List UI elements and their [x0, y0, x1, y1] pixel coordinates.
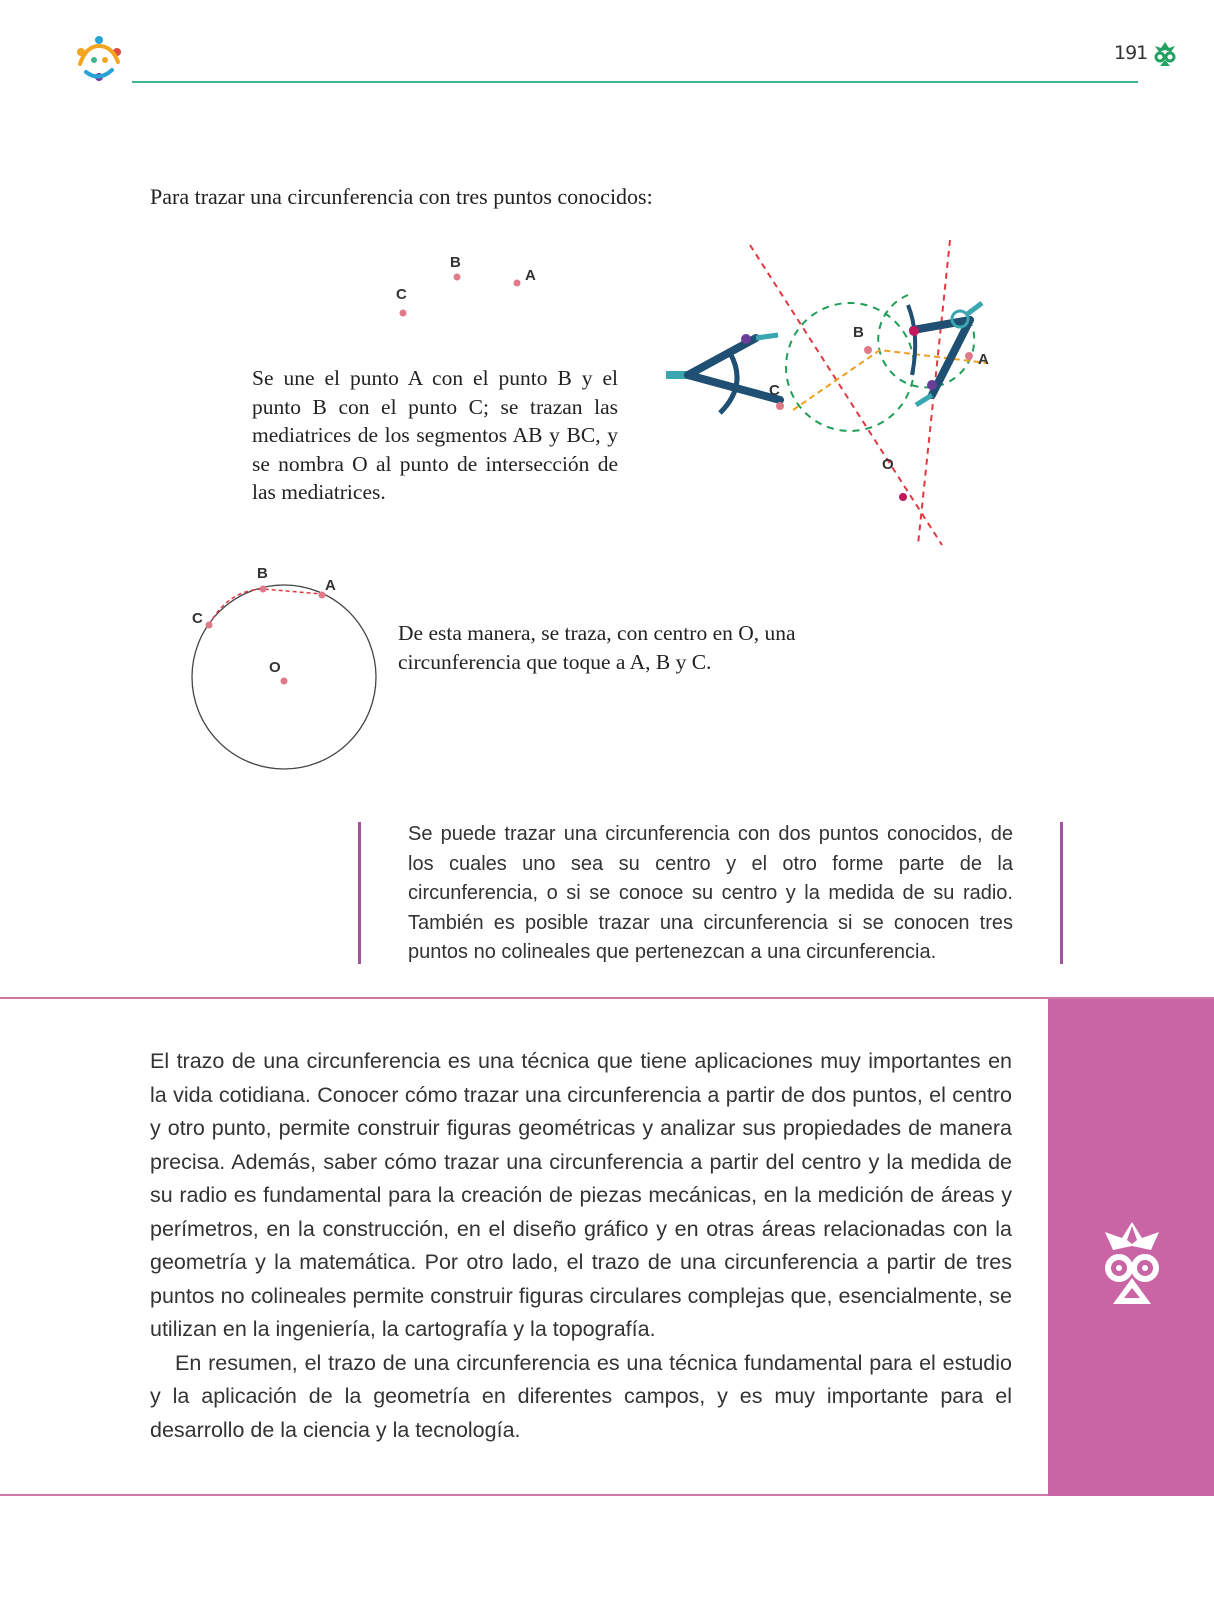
circle-result-figure: [180, 555, 390, 780]
note-text: Se puede trazar una circunferencia con dos puntos conocidos, de los cuales uno sea su centro y el otro forme parte de la circunferencia, o si se conoce su centro y la medida de su radio. También es posible trazar una circunferencia si se conocen tres puntos no colineales que pertenezcan a una circunferencia.: [408, 823, 1013, 963]
result-point-b: [260, 586, 267, 593]
label-a: A: [525, 267, 536, 284]
body-paragraph-1: El trazo de una circunferencia es una técnica que tiene aplicaciones muy importantes en la vida cotidiana. Conocer cómo trazar una circunferencia a partir de dos puntos, el centro y otro punto, permite construir figuras geométricas y analizar sus propiedades de manera precisa. Además, saber cómo trazar una circunferencia a partir del centro y la medida de su radio es fundamental para la creación de piezas mecánicas, en la medición de áreas y perímetros, en la construcción, en el diseño gráfico y en otras áreas relacionadas con la geometría y la matemática. Por otro lado, el trazo de una circunferencia a partir de tres puntos no colineales permite construir figuras circulares complejas que, esencialmente, se utilizan en la ingeniería, la cartografía y la topografía.: [150, 1049, 1012, 1341]
arc-circle-bc: [786, 303, 914, 431]
compass-point-o: [899, 493, 907, 501]
step2-text: De esta manera, se traza, con centro en O, una circunferencia que toque a A, B y C.: [398, 621, 796, 674]
compass-point-a: [965, 352, 973, 360]
note-bar-left: [358, 822, 361, 964]
body-paragraph-2: En resumen, el trazo de una circunferencia es una técnica fundamental para el estudio y la aplicación de la geometría en diferentes campos, y es muy importante para el desarrollo de la ciencia y la tecnología.: [150, 1350, 1012, 1442]
note-bar-right: [1060, 822, 1063, 964]
label-c: C: [396, 286, 407, 303]
compass-construction-figure: [660, 235, 1020, 555]
point-c: [400, 310, 407, 317]
compass-left-icon: [666, 334, 780, 413]
compass-point-c: [776, 402, 784, 410]
compass-label-a: A: [978, 351, 989, 368]
result-point-o: [281, 678, 288, 685]
label-b: B: [450, 254, 461, 271]
compass-label-c: C: [769, 382, 780, 399]
three-points-figure: [385, 245, 545, 320]
result-label-b: B: [257, 565, 268, 582]
result-label-a: A: [325, 577, 336, 594]
result-circle: [192, 585, 376, 769]
result-point-c: [206, 622, 213, 629]
result-label-o: O: [269, 659, 281, 676]
tree-ornament-icon: [1152, 40, 1178, 68]
body-text: [150, 1045, 1012, 1447]
result-segment: [209, 589, 322, 625]
result-label-c: C: [192, 610, 203, 627]
compass-label-o: O: [882, 456, 894, 473]
point-a: [514, 280, 521, 287]
section-top-rule: [0, 997, 1214, 999]
page-number: 191: [1114, 42, 1148, 64]
logo-icon: [72, 34, 126, 84]
section-bottom-rule: [0, 1494, 1214, 1496]
point-b: [454, 274, 461, 281]
tree-ornament-icon: [1097, 1218, 1167, 1310]
step1-text: Se une el punto A con el punto B y el punto B con el punto C; se trazan las mediatrices de los segmentos AB y BC, y se nombra O al punto de intersección de las mediatrices.: [252, 366, 618, 504]
compass-label-b: B: [853, 324, 864, 341]
intro-text: Para trazar una circunferencia con tres puntos conocidos:: [150, 184, 653, 209]
compass-point-b: [864, 346, 872, 354]
header-rule: [132, 81, 1138, 83]
